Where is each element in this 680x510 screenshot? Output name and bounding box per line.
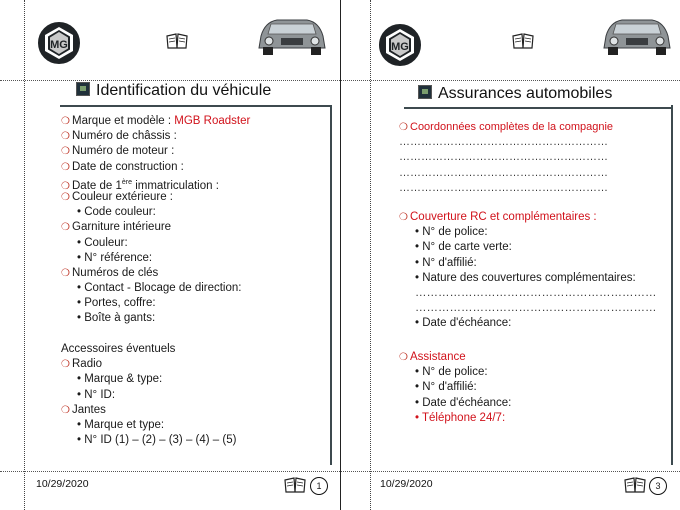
list-item: ❍ Coordonnées complètes de la compagnie — [399, 120, 613, 135]
list-subitem: • Code couleur: — [77, 206, 156, 219]
list-subitem: • N° référence: — [77, 251, 153, 264]
right-panel-edge — [671, 105, 673, 465]
photo-icon — [76, 82, 90, 96]
list-item: ❍ Assistance — [399, 350, 511, 365]
blank-line: ……………………………………………………… — [415, 286, 657, 299]
guide-line-right-panel — [370, 0, 371, 510]
insurance-contact — [399, 120, 613, 196]
circle-bullet-icon: ❍ — [61, 131, 70, 143]
list-subitem: • Date d'échéance: — [415, 396, 512, 409]
list-item: ❍ Numéro de moteur : — [61, 144, 250, 159]
circle-bullet-icon: ❍ — [399, 122, 408, 133]
list-subitem: • Marque et type: — [77, 418, 165, 431]
left-panel-edge — [330, 105, 332, 465]
list-item: ❍ Couleur extérieure : — [61, 190, 250, 205]
left-title: Identification du véhicule — [76, 82, 271, 100]
list-subitem: • Boîte à gants: — [77, 312, 156, 325]
circle-bullet-icon: ❍ — [61, 146, 70, 158]
list-subitem: • Téléphone 24/7: — [415, 411, 506, 424]
list-subitem: • Date d'échéance: — [415, 317, 512, 330]
open-book-icon — [284, 476, 306, 494]
list-subitem: • Portes, coffre: — [77, 297, 156, 310]
accessories-list — [61, 342, 236, 448]
footer-date: 10/29/2020 — [380, 478, 433, 490]
open-book-icon — [166, 32, 188, 50]
svg-text:MG: MG — [391, 41, 409, 53]
circle-bullet-icon: ❍ — [61, 404, 70, 416]
circle-bullet-icon: ❍ — [399, 352, 408, 363]
mg-logo-icon — [38, 22, 80, 64]
insurance-assistance — [399, 350, 511, 426]
list-subitem: • Contact - Blocage de direction: — [77, 282, 242, 295]
blank-line: ………………………………………………… — [399, 181, 608, 194]
page-number: 3 — [649, 477, 667, 495]
left-title-underline — [60, 105, 332, 107]
footer-date: 10/29/2020 — [36, 478, 89, 490]
circle-bullet-icon: ❍ — [399, 212, 408, 223]
mgb-car-icon — [253, 14, 331, 58]
svg-text:MG: MG — [50, 39, 68, 51]
mgb-car-icon — [598, 14, 676, 58]
circle-bullet-icon: ❍ — [61, 267, 70, 279]
vehicle-identification-list — [61, 114, 250, 327]
circle-bullet-icon: ❍ — [61, 116, 70, 127]
list-item: ❍ Numéros de clés — [61, 266, 250, 281]
circle-bullet-icon: ❍ — [61, 359, 70, 371]
accessories-heading: Accessoires éventuels — [61, 343, 176, 355]
circle-bullet-icon: ❍ — [61, 191, 70, 203]
open-book-icon — [512, 32, 534, 50]
list-item: ❍ Garniture intérieure — [61, 220, 250, 235]
circle-bullet-icon: ❍ — [61, 161, 70, 173]
right-title-underline — [404, 107, 673, 109]
list-item: ❍ Date de 1ère immatriculation : — [61, 175, 250, 190]
open-book-icon — [624, 476, 646, 494]
list-subitem: • Marque & type: — [77, 373, 163, 386]
list-item: ❍ Numéro de châssis : — [61, 129, 250, 144]
list-subitem: • N° ID (1) – (2) – (3) – (4) – (5) — [77, 434, 237, 447]
photo-icon — [418, 85, 432, 99]
blank-line: ………………………………………………… — [399, 136, 608, 149]
list-item: ❍ Jantes — [61, 403, 236, 418]
list-subitem: • Nature des couvertures complémentaires: — [415, 271, 636, 284]
blank-line: ……………………………………………………… — [415, 302, 657, 315]
list-item: ❍ Radio — [61, 357, 236, 372]
insurance-rc — [399, 210, 657, 332]
list-subitem: • N° de police: — [415, 226, 488, 239]
list-subitem: • N° d'affilié: — [415, 381, 477, 394]
page-divider — [340, 0, 341, 510]
list-subitem: • N° ID: — [77, 388, 116, 401]
list-subitem: • N° de carte verte: — [415, 241, 512, 254]
list-item: ❍ Date de construction : — [61, 160, 250, 175]
blank-line: ………………………………………………… — [399, 151, 608, 164]
blank-line: ………………………………………………… — [399, 166, 608, 179]
mg-logo-icon — [379, 24, 421, 66]
circle-bullet-icon: ❍ — [61, 222, 70, 234]
right-title: Assurances automobiles — [418, 85, 612, 103]
guide-line-left — [24, 0, 25, 510]
list-subitem: • N° d'affilié: — [415, 256, 477, 269]
list-subitem: • N° de police: — [415, 366, 488, 379]
list-item: ❍ Couverture RC et complémentaires : — [399, 210, 657, 225]
circle-bullet-icon: ❍ — [61, 180, 70, 192]
list-subitem: • Couleur: — [77, 236, 128, 249]
list-item: ❍ Marque et modèle : MGB Roadster — [61, 114, 250, 129]
page-number: 1 — [310, 477, 328, 495]
